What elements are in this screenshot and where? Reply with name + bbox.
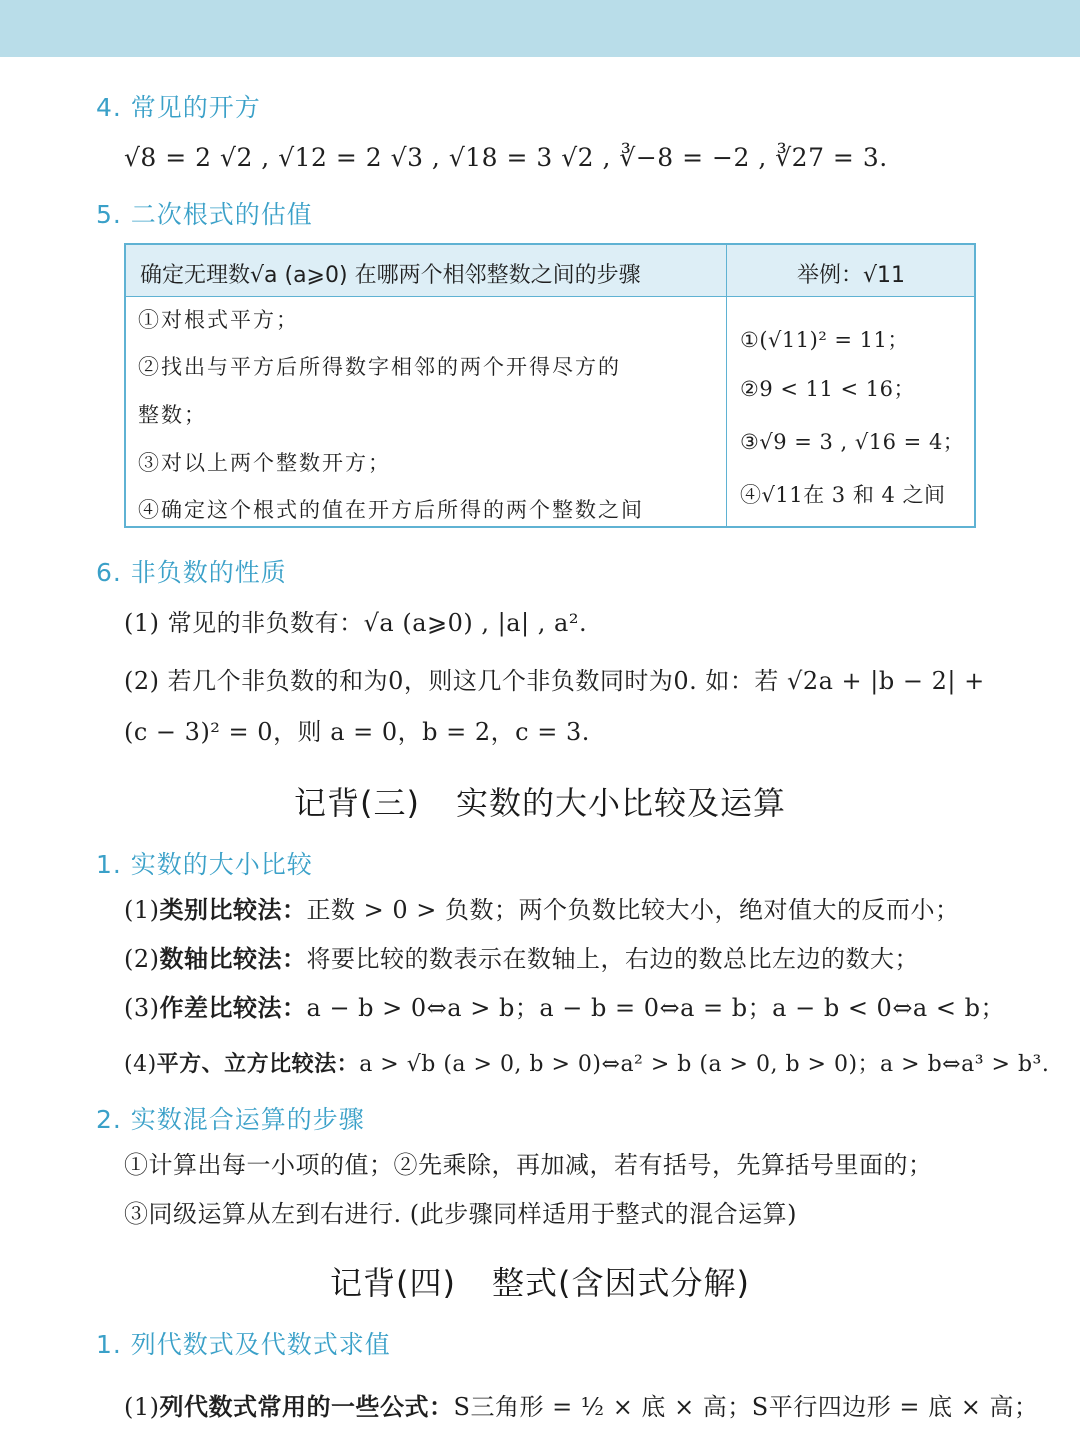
mixed-ops-line-2: ③同级运算从左到右进行. (此步骤同样适用于整式的混合运算) (124, 1200, 797, 1228)
compare-item-2: (2)数轴比较法：将要比较的数表示在数轴上，右边的数总比左边的数大； (124, 945, 919, 973)
chapter-heading-4 (0, 1258, 1080, 1304)
header-band (0, 0, 1080, 57)
section-6-title: 6. 非负数的性质 (96, 558, 287, 587)
chapter-heading-4-label: 记背(四) (330, 1264, 456, 1302)
table-header-steps: 确定无理数√a (a⩾0) 在哪两个相邻整数之间的步骤 (140, 263, 641, 288)
table-step-2: ②找出与平方后所得数字相邻的两个开得尽方的 (138, 355, 621, 379)
mixed-ops-line-1: ①计算出每一小项的值；②先乘除，再加减，若有括号，先算括号里面的； (124, 1151, 933, 1179)
mixed-ops-title: 2. 实数混合运算的步骤 (96, 1105, 365, 1134)
section-6-line-1: (1) 常见的非负数有：√a (a⩾0) , |a| , a². (124, 609, 588, 637)
table-step-1: ①对根式平方； (138, 308, 299, 332)
table-example-1: ①(√11)² = 11； (740, 328, 909, 352)
table-example-2: ②9 < 11 < 16； (740, 377, 916, 401)
table-example-4: ④√11在 3 和 4 之间 (740, 483, 946, 507)
chapter-heading-3-title: 实数的大小比较及运算 (455, 784, 786, 822)
table-step-4: ④确定这个根式的值在开方后所得的两个整数之间 (138, 498, 644, 522)
compare-item-1: (1)类别比较法：正数 > 0 > 负数；两个负数比较大小，绝对值大的反而小； (124, 896, 960, 924)
table-example-3: ③√9 = 3 , √16 = 4； (740, 430, 965, 454)
compare-item-3: (3)作差比较法：a − b > 0⇔a > b；a − b = 0⇔a = b；a − b < 0⇔a < b； (124, 994, 1005, 1022)
section-6-line-3: (c − 3)² = 0，则 a = 0，b = 2，c = 3. (124, 718, 590, 746)
algebra-section-title: 1. 列代数式及代数式求值 (96, 1330, 391, 1359)
algebra-formula-line: (1)列代数式常用的一些公式：S三角形 = ½ × 底 × 高；S平行四边形 = 底 × 高； (124, 1393, 1039, 1421)
compare-section-title: 1. 实数的大小比较 (96, 850, 313, 879)
table-step-2-cont: 整数； (138, 403, 207, 427)
section-5-title: 5. 二次根式的估值 (96, 200, 313, 229)
estimation-table (124, 243, 976, 528)
compare-item-4: (4)平方、立方比较法：a > √b (a > 0, b > 0)⇔a² > b (a > 0, b > 0)；a > b⇔a³ > b³. (124, 1052, 1050, 1077)
section-6-line-2: (2) 若几个非负数的和为0，则这几个非负数同时为0. 如：若 √2a + |b − 2| + (124, 667, 985, 695)
chapter-heading-3-label: 记背(三) (294, 784, 420, 822)
table-header-example: 举例：√11 (796, 263, 905, 288)
section-4-formula: √8 = 2 √2 , √12 = 2 √3 , √18 = 3 √2 , ∛−8 = −2 , ∛27 = 3. (124, 143, 888, 172)
table-step-3: ③对以上两个整数开方； (138, 451, 391, 475)
chapter-heading-4-title: 整式(含因式分解) (492, 1264, 750, 1302)
chapter-heading-3 (0, 778, 1080, 824)
section-4-title: 4. 常见的开方 (96, 93, 261, 122)
